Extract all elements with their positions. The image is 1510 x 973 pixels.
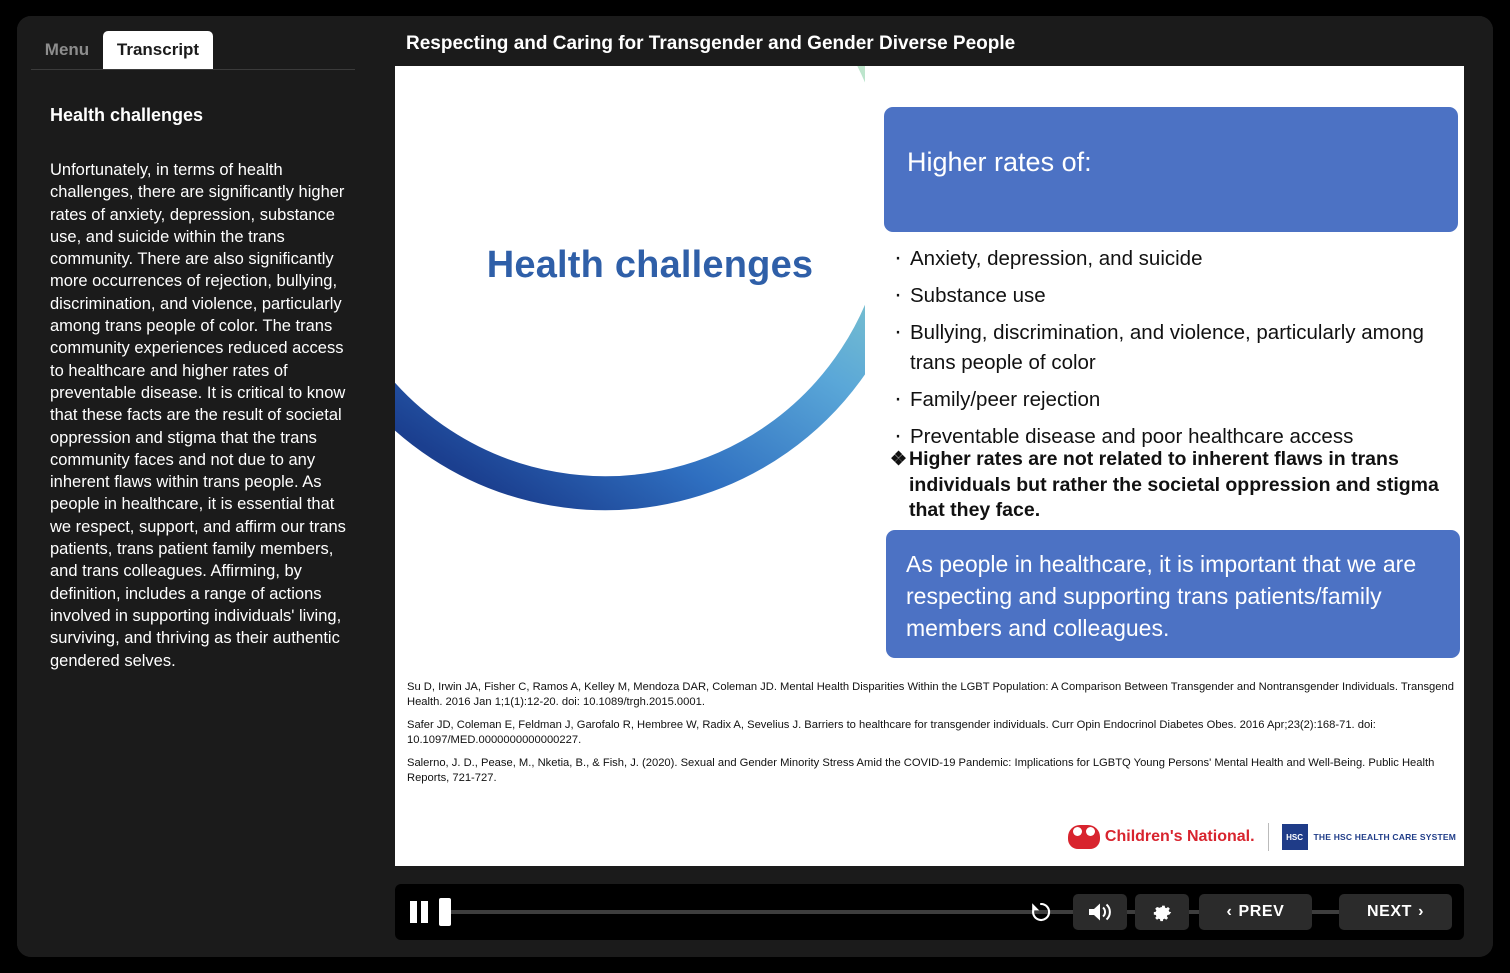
- content-area: [369, 16, 1493, 957]
- reference-item: Safer JD, Coleman E, Feldman J, Garofalo R, Hembree W, Radix A, Sevelius J. Barriers to healthcare for transgender individuals. Curr Opin Endocrinol Diabetes Obes. 2016 Apr;23(2):168-71. doi: 10.1097/MED.0000000000000227.: [407, 719, 1376, 746]
- higher-rates-box: [884, 107, 1458, 232]
- transcript-title: Health challenges: [50, 105, 204, 125]
- tabbar-divider: [31, 69, 355, 70]
- next-label: NEXT: [1366, 903, 1413, 920]
- childrens-national-logo: [1068, 825, 1255, 849]
- callout-text: As people in healthcare, it is important that we are respecting and supporting trans patients/family members and colleagues.: [906, 551, 1417, 641]
- emphasis-note-text: Higher rates are not related to inherent flaws in trans individuals but rather the societal oppression and stigma that they face.: [909, 448, 1439, 521]
- higher-rates-label: Higher rates of:: [907, 147, 1092, 177]
- list-item: · Preventable disease and poor healthcare access: [892, 422, 1462, 452]
- settings-button[interactable]: [1135, 894, 1189, 930]
- sidebar-tabbar: [17, 31, 369, 69]
- diamond-bullet-icon: ❖: [890, 449, 908, 470]
- list-item: · Substance use: [892, 281, 1462, 311]
- hsc-logo: [1282, 824, 1456, 850]
- childrens-national-mark-icon: [1068, 825, 1100, 849]
- decorative-arc-graphic: [395, 66, 865, 571]
- pause-bar-right: [421, 901, 428, 923]
- list-item: · Bullying, discrimination, and violence, particularly among trans people of color: [892, 318, 1462, 378]
- reference-item: Salerno, J. D., Pease, M., Nketia, B., & Fish, J. (2020). Sexual and Gender Minority Stress Amid the COVID-19 Pandemic: Implications for LGBTQ Young Persons' Mental Health and Well-Being. Public Health Reports, 721-727.: [407, 757, 1435, 784]
- list-item: · Anxiety, depression, and suicide: [892, 244, 1462, 274]
- transcript-panel[interactable]: [17, 72, 369, 957]
- emphasis-note: [890, 447, 1460, 524]
- slide-heading: Health challenges: [486, 244, 814, 286]
- next-chevron-icon: ›: [1418, 903, 1424, 920]
- reference-item: Su D, Irwin JA, Fisher C, Ramos A, Kelley M, Mendoza DAR, Coleman JD. Mental Health Disparities Within the LGBT Population: A Comparison Between Transgender and Nontransgender Individuals. Transgend Health. 2016 Jan 1;1(1):12-20. doi: 10.1089/trgh.2015.0001.: [407, 681, 1454, 708]
- next-button[interactable]: [1339, 894, 1452, 930]
- volume-icon: [1087, 901, 1113, 923]
- tab-menu[interactable]: Menu: [44, 40, 90, 59]
- player-controls: [395, 884, 1464, 940]
- logo-row: [1068, 820, 1456, 854]
- references-block: [407, 680, 1459, 794]
- hsc-mark-icon: HSC: [1282, 824, 1308, 850]
- hsc-wordmark: THE HSC HEALTH CARE SYSTEM: [1313, 832, 1456, 842]
- tab-transcript[interactable]: Transcript: [103, 31, 213, 69]
- prev-button[interactable]: [1199, 894, 1312, 930]
- prev-chevron-icon: ‹: [1226, 903, 1233, 920]
- bullet-list: [892, 244, 1462, 459]
- gear-icon: [1150, 900, 1174, 924]
- volume-button[interactable]: [1073, 894, 1127, 930]
- course-title: Respecting and Caring for Transgender and Gender Diverse People: [406, 33, 1016, 54]
- transcript-body: Unfortunately, in terms of health challenges, there are significantly higher rates of anxiety, depression, substance use, and suicide within the trans community. There are also significantly more occurrences of rejection, bullying, discrimination, and violence, particularly among trans people of color. The trans community experiences reduced access to healthcare and higher rates of preventable disease. It is critical to know that these facts are the result of societal oppression and stigma that the trans community faces and not due to any inherent flaws within trans people. As people in healthcare, it is essential that we respect, support, and affirm our trans patients, trans patient family members, and trans colleagues. Affirming, by definition, includes a range of actions involved in supporting individuals' living, surviving, and thriving as their authentic gendered selves.: [50, 161, 351, 670]
- replay-icon: [1029, 900, 1053, 924]
- sidebar: [17, 16, 369, 957]
- pause-bar-left: [410, 901, 417, 923]
- childrens-national-wordmark: Children's National.: [1104, 828, 1255, 845]
- slide-canvas: [395, 66, 1464, 866]
- logo-divider: [1268, 823, 1269, 851]
- replay-button[interactable]: [1023, 894, 1059, 930]
- seek-handle[interactable]: [439, 898, 451, 926]
- course-player-frame: [17, 16, 1493, 957]
- callout-box: [886, 530, 1460, 658]
- list-item: · Family/peer rejection: [892, 385, 1462, 415]
- pause-button[interactable]: [408, 898, 434, 926]
- prev-label: PREV: [1238, 903, 1285, 920]
